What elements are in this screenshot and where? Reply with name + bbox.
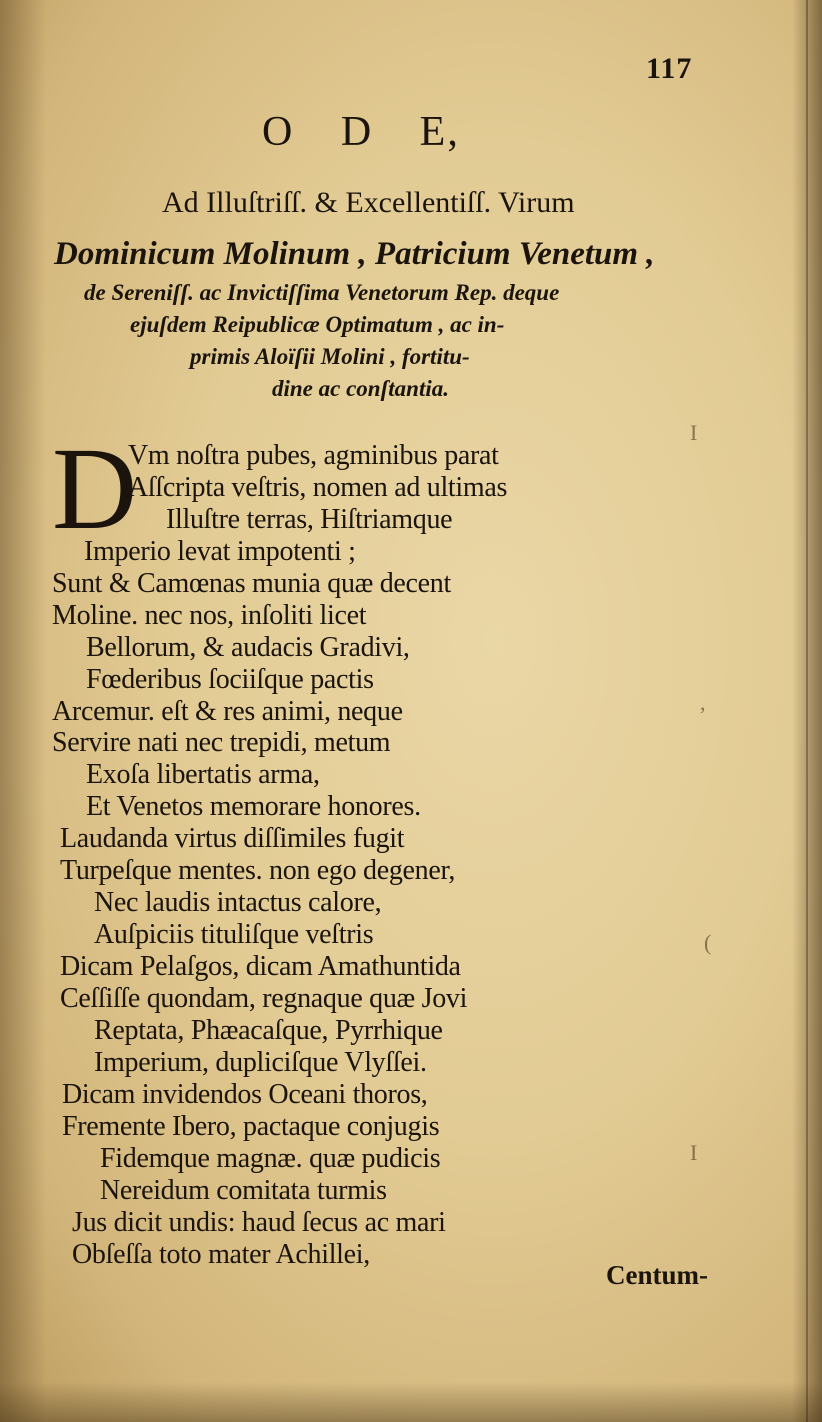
verse-line: Bellorum, & audacis Gradivi,	[86, 632, 410, 663]
verse-line: Laudanda virtus diſſimiles fugit	[60, 823, 405, 854]
dedication-heading: Ad Illuſtriſſ. & Excellentiſſ. Virum	[162, 186, 575, 219]
verse-line: Turpeſque mentes. non ego degener,	[60, 855, 456, 886]
verse-line: Et Venetos memorare honores.	[86, 791, 421, 822]
verse-line: Fœderibus ſociiſque pactis	[86, 664, 374, 695]
verse-line: Auſpiciis tituliſque veſtris	[94, 919, 374, 950]
show-through-mark: I	[690, 1140, 698, 1165]
verse-line: Moline. nec nos, inſoliti licet	[52, 600, 367, 631]
verse-line: Illuſtre terras, Hiſtriamque	[166, 504, 453, 535]
dedication-italic-line: dine ac conſtantia.	[272, 376, 449, 401]
verse-line: Vm noſtra pubes, agminibus parat	[128, 440, 499, 471]
verse-line: Obſeſſa toto mater Achillei,	[72, 1239, 370, 1270]
verse-line: Aſſcripta veſtris, nomen ad ultimas	[128, 472, 508, 503]
ode-title: O D E,	[262, 109, 460, 155]
page-spine-line	[806, 0, 808, 1422]
verse-line: Ceſſiſſe quondam, regnaque quæ Jovi	[60, 983, 468, 1014]
show-through-mark: (	[704, 930, 712, 955]
page-edge-shadow-left	[0, 0, 46, 1422]
verse-line: Nec laudis intactus calore,	[94, 887, 382, 918]
verse-line: Servire nati nec trepidi, metum	[52, 727, 391, 758]
dedication-italic-line: de Sereniſſ. ac Invictiſſima Venetorum Rep. deque	[84, 280, 560, 305]
verse-line: Sunt & Camœnas munia quæ decent	[52, 568, 451, 599]
verse-line: Fidemque magnæ. quæ pudicis	[100, 1143, 441, 1174]
show-through-mark: I	[690, 420, 698, 445]
show-through-mark: ,	[700, 690, 706, 715]
verse-line: Dicam invidendos Oceani thoros,	[62, 1079, 428, 1110]
verse-line: Nereidum comitata turmis	[100, 1175, 387, 1206]
verse-line: Exoſa libertatis arma,	[86, 759, 320, 790]
drop-cap: D	[52, 423, 138, 554]
page-edge-shadow-bottom	[0, 1382, 822, 1422]
verse-line: Arcemur. eſt & res animi, neque	[52, 696, 403, 727]
dedication-italic-line: ejuſdem Reipublicæ Optimatum , ac in-	[130, 312, 505, 337]
verse-line: Imperio levat impotenti ;	[84, 536, 356, 567]
page-number: 117	[646, 52, 693, 85]
dedication-italic-line: Dominicum Molinum , Patricium Venetum ,	[54, 236, 655, 272]
dedication-italic-line: primis Aloïſii Molini , fortitu-	[190, 344, 470, 369]
verse-line: Jus dicit undis: haud ſecus ac mari	[72, 1207, 446, 1238]
verse-line: Dicam Pelaſgos, dicam Amathuntida	[60, 951, 461, 982]
catchword: Centum-	[606, 1260, 708, 1290]
verse-line: Imperium, dupliciſque Vlyſſei.	[94, 1047, 427, 1078]
verse-line: Fremente Ibero, pactaque conjugis	[62, 1111, 440, 1142]
verse-line: Reptata, Phæacaſque, Pyrrhique	[94, 1015, 443, 1046]
